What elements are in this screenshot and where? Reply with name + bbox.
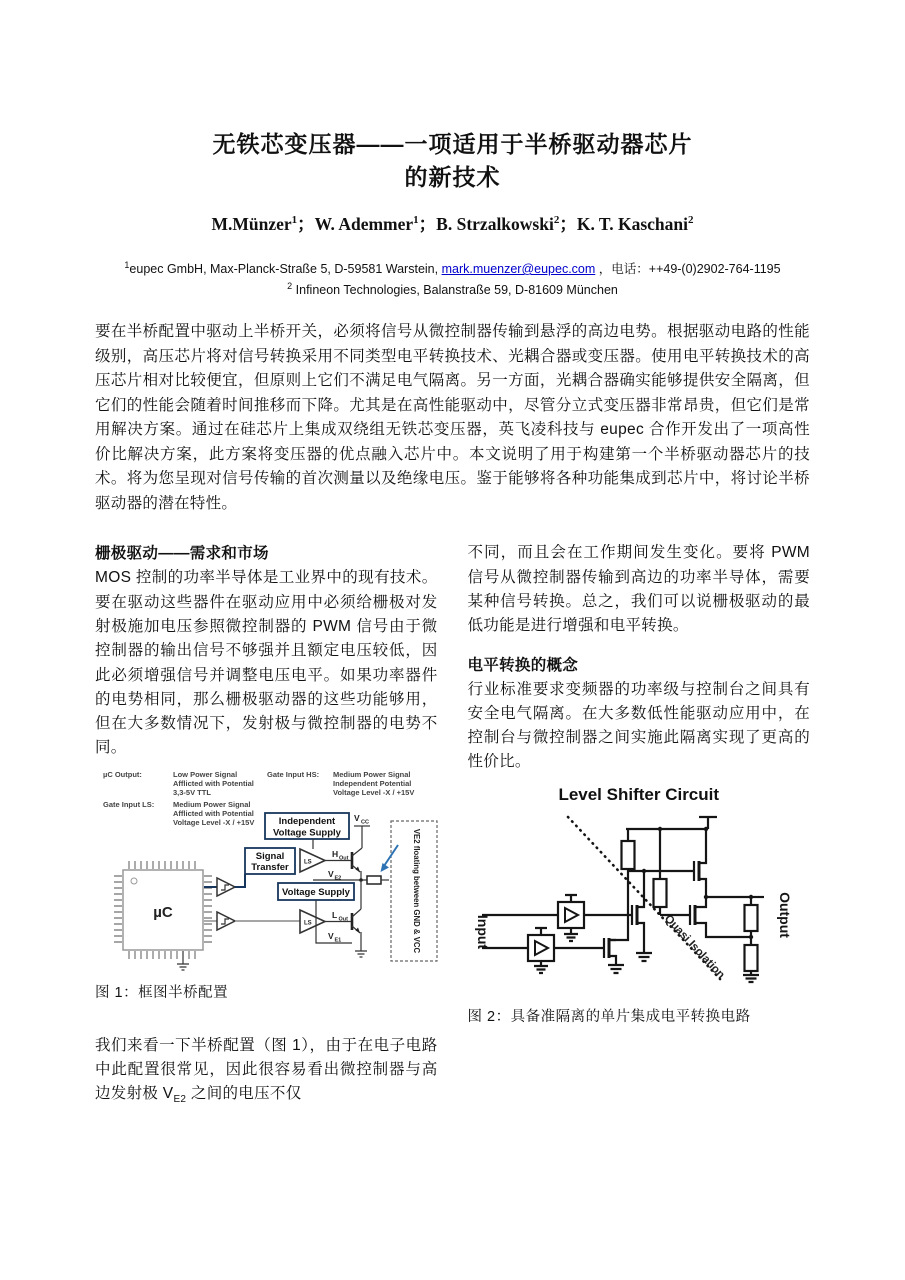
page-title xyxy=(95,128,810,194)
quasi-isolation-label: Quasi Isolation xyxy=(661,912,727,982)
author-2-sup: 1 xyxy=(413,214,419,227)
left-paragraph-2-tail: 之间的电压不仅 xyxy=(186,1085,302,1103)
svg-text:E1: E1 xyxy=(334,937,342,944)
ve2-subscript: E2 xyxy=(173,1094,187,1106)
figure2-input-label: Input xyxy=(474,914,491,949)
floating-note xyxy=(381,821,438,961)
figure2-input-buffers xyxy=(482,895,584,973)
affiliations xyxy=(95,257,810,299)
figure2-output-label: Output xyxy=(776,891,793,938)
section-heading-gate-drive: 栅极驱动——需求和市场 xyxy=(95,545,269,563)
level-shifter-top xyxy=(300,839,352,872)
right-column xyxy=(468,541,811,1112)
chip-label: µC xyxy=(153,903,173,921)
svg-text:H: H xyxy=(332,848,339,859)
right-paragraph-2: 行业标准要求变频器的功率级与控制台之间具有安全电气隔离。在大多数低性能驱动应用中，在控制台与微控制器之间实施此隔离实现了更高的性价比。 xyxy=(467,680,810,771)
svg-text:Voltage Supply: Voltage Supply xyxy=(282,886,350,898)
author-3: B. Strzalkowski xyxy=(436,214,554,234)
svg-text:Voltage Level -X / +15V: Voltage Level -X / +15V xyxy=(333,787,415,797)
signal-transfer-block xyxy=(245,848,295,874)
affiliation-1-text: eupec GmbH, Max-Planck-Straße 5, D-59581 Warstein, xyxy=(129,262,442,277)
figure2-caption: 图 2：具备准隔离的单片集成电平转换电路 xyxy=(467,1008,751,1025)
svg-text:Voltage Supply: Voltage Supply xyxy=(273,827,341,839)
affiliation-2-sup: 2 xyxy=(287,281,293,292)
voltage-supply-block xyxy=(278,883,354,900)
author-line xyxy=(95,211,810,236)
two-column-body xyxy=(95,541,810,1112)
affiliation-1-phone: ，电话：++49-(0)2902-764-1195 xyxy=(595,262,781,277)
abstract-paragraph: 要在半桥配置中驱动上半桥开关，必须将信号从微控制器传输到悬浮的高边电势。根据驱动电路的性能级别，高压芯片将对信号转换采用不同类型电平转换技术、光耦合器或变压器。使用电平转换技术的高压芯片相对比较便宜，但原则上它们不满足电气隔离。另一方面，光耦合器确实能够提供安全隔离，但它们的性能会随着时间推移而下降。尤其是在高性能驱动中，尽管分立式变压器非常昂贵，但它们是常用解决方案。通过在硅芯片上集成双绕组无铁芯变压器，英飞凌科技与 eupec 合作开发出了一项高性价比解决方案，此方案将变压器的优点融入芯片中。本文说明了用于构建第一个半桥驱动器芯片的技术。将为您呈现对信号传输的首次测量以及绝缘电压。鉴于能够将各种功能集成到芯片中，将讨论半桥驱动器的潜在特性。 xyxy=(95,323,810,512)
svg-text:Afflicted with Potential: Afflicted with Potential xyxy=(173,808,254,818)
figure1-legend xyxy=(103,770,414,827)
author-2: W. Ademmer xyxy=(314,214,414,234)
svg-text:CC: CC xyxy=(361,819,369,826)
author-sep: ； xyxy=(418,214,437,234)
svg-text:Afflicted with Potential: Afflicted with Potential xyxy=(173,778,254,788)
title-line-2: 的新技术 xyxy=(404,164,501,190)
svg-text:µC Output:: µC Output: xyxy=(103,769,142,779)
figure2-title: Level Shifter Circuit xyxy=(558,784,720,804)
affiliation-1-sup: 1 xyxy=(124,260,130,270)
author-4: K. T. Kaschani xyxy=(576,214,689,234)
level-shifter-bottom xyxy=(300,910,352,933)
left-column xyxy=(95,541,438,1112)
svg-text:V: V xyxy=(354,812,360,823)
figure1-caption: 图 1：框图半桥配置 xyxy=(95,984,229,1001)
svg-text:LS: LS xyxy=(304,859,312,866)
svg-text:Out: Out xyxy=(339,855,349,862)
svg-text:Gate Input HS:: Gate Input HS: xyxy=(267,769,320,779)
svg-text:Transfer: Transfer xyxy=(251,861,289,873)
svg-text:V: V xyxy=(328,868,334,879)
email-link[interactable]: mark.muenzer@eupec.com xyxy=(441,262,596,277)
left-paragraph-2-text: 我们来看一下半桥配置（图 1），由于在电子电路中此配置很常见，因此很容易看出微控制器与高边发射极 V xyxy=(95,1036,438,1103)
independent-voltage-supply-block xyxy=(265,813,349,839)
author-sep: ； xyxy=(297,214,315,234)
left-paragraph-2 xyxy=(95,1034,438,1113)
figure2-level-shifter xyxy=(468,785,811,985)
author-1: M.Münzer xyxy=(211,214,292,234)
author-3-sup: 2 xyxy=(553,214,560,227)
svg-text:V: V xyxy=(328,930,334,941)
right-paragraph-1: 不同，而且会在工作期间发生变化。要将 PWM 信号从微控制器传输到高边的功率半导体，需要某种信号转换。总之，我们可以说栅极驱动的最低功能是进行增强和电平转换。 xyxy=(467,544,810,635)
svg-text:Independent: Independent xyxy=(278,815,336,827)
transistor-ground-icon xyxy=(355,951,367,957)
svg-text:3,3-5V TTL: 3,3-5V TTL xyxy=(173,787,211,797)
author-sep: ； xyxy=(559,214,577,234)
svg-text:Medium Power Signal: Medium Power Signal xyxy=(173,799,251,809)
svg-text:Independent Potential: Independent Potential xyxy=(333,778,412,788)
svg-text:E2: E2 xyxy=(334,875,342,882)
figure2-svg xyxy=(468,807,808,985)
svg-text:Out: Out xyxy=(338,916,348,923)
microcontroller-chip xyxy=(114,861,212,970)
section-heading-level-shift: 电平转换的概念 xyxy=(467,656,579,674)
figure1-block-diagram xyxy=(95,765,438,975)
floating-note-text: VE2 floating between GND & VCC xyxy=(412,828,421,953)
svg-text:Medium Power Signal: Medium Power Signal xyxy=(333,769,411,779)
svg-text:LS: LS xyxy=(304,920,312,927)
svg-text:Signal: Signal xyxy=(255,850,285,862)
author-4-sup: 2 xyxy=(688,214,694,227)
affiliation-2 xyxy=(95,278,810,299)
title-line-1: 无铁芯变压器——一项适用于半桥驱动器芯片 xyxy=(212,131,693,157)
svg-text:Low Power Signal: Low Power Signal xyxy=(173,769,238,779)
affiliation-2-text: Infineon Technologies, Balanstraße 59, D-81609 München xyxy=(295,283,618,298)
svg-text:Gate Input LS:: Gate Input LS: xyxy=(103,799,155,809)
affiliation-1 xyxy=(95,257,810,278)
chip-ground-icon xyxy=(177,951,189,970)
svg-text:L: L xyxy=(332,909,338,920)
left-paragraph-1: MOS 控制的功率半导体是工业界中的现有技术。要在驱动这些器件在驱动应用中必须给栅极对发射极施加电压参照微控制器的 PWM 信号由于微控制器的输出信号不够强并且额定电压较低，因此必须增强信号并调整电压电平。如果功率器件的电势相同，那么栅极驱动器的这些功能够用，但在大多数情况下，发射极与微控制器的电势不同。 xyxy=(95,569,438,757)
svg-text:Voltage Level -X / +15V: Voltage Level -X / +15V xyxy=(173,817,255,827)
author-1-sup: 1 xyxy=(291,214,298,227)
supply-rail xyxy=(626,817,717,831)
figure1-svg xyxy=(95,765,440,975)
